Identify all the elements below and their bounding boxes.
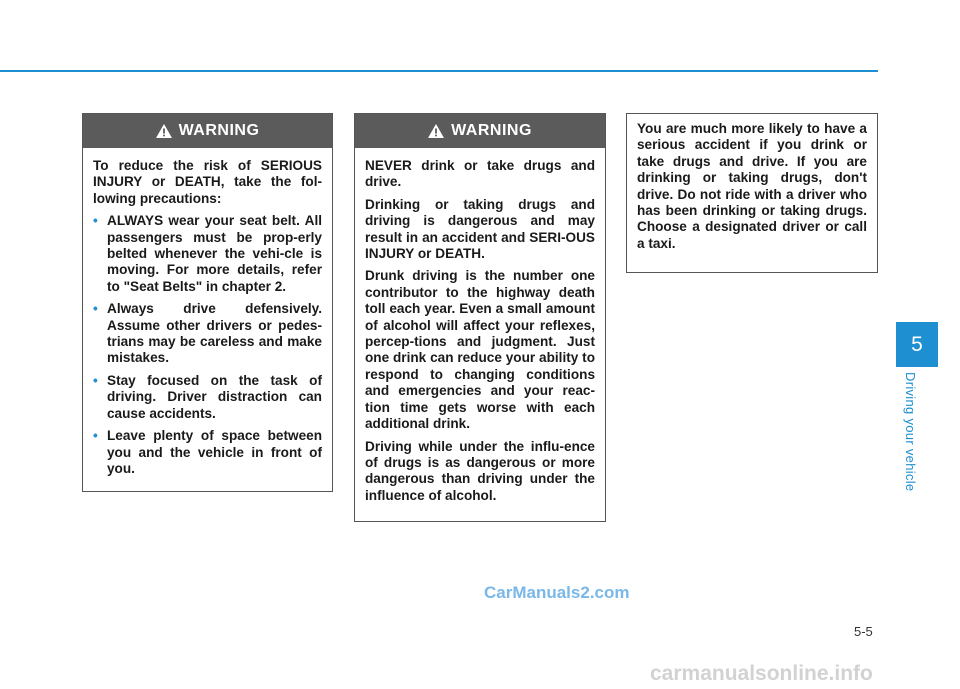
info-box-designated-driver [626, 113, 878, 273]
warning-label: WARNING [451, 122, 532, 139]
list-item: • Always drive defensively. Assume other drivers or pedes-trians may be careless and make mistakes. [93, 301, 322, 366]
paragraph: Driving while under the influ-ence of drugs is as dangerous or more dangerous than driving under the influence of alcohol. [365, 438, 595, 503]
top-rule [0, 70, 878, 72]
warning-triangle-icon [156, 124, 172, 138]
paragraph: You are much more likely to have a serious accident if you drink or take drugs and drive. If you are drinking or taking drugs, don't drive. Do not ride with a driver who has been drinking or taking drugs. Choose a designated driver or call a taxi. [637, 121, 867, 251]
warning-triangle-icon [428, 124, 444, 138]
paragraph: Drunk driving is the number one contributor to the highway death toll each year. Even a small amount of alcohol will affect your reflexes, percep-tions and judgment. Just one drink can reduce your ability to respond to changing conditions and emergencies and your reac-tion time gets worse with each additional drink. [365, 268, 595, 432]
paragraph: Drinking or taking drugs and driving is dangerous and may result in an accident and SERI-OUS INJURY or DEATH. [365, 196, 595, 262]
watermark-top: CarManuals2.com [484, 583, 630, 602]
chapter-title: Driving your vehicle [903, 372, 918, 492]
warning-label: WARNING [178, 122, 260, 139]
warning-box-drunk-driving [354, 113, 606, 522]
warning-header [355, 114, 605, 148]
warning-header [83, 114, 332, 148]
paragraph: NEVER drink or take drugs and drive. [365, 158, 595, 190]
warning-intro: To reduce the risk of SERIOUS INJURY or DEATH, take the fol-lowing precautions: [93, 158, 322, 206]
page-number: 5-5 [854, 624, 873, 639]
bullet-icon: • [93, 428, 98, 444]
watermark-bottom: carmanualsonline.info [650, 662, 873, 685]
list-item: • ALWAYS wear your seat belt. All passengers must be prop-erly belted whenever the vehi-cle is moving. For more details, refer to "Seat Belts" in chapter 2. [93, 213, 322, 294]
bullet-icon: • [93, 372, 98, 388]
bullet-icon: • [93, 301, 98, 317]
precautions-list [93, 213, 322, 477]
list-item: • Leave plenty of space between you and the vehicle in front of you. [93, 428, 322, 476]
warning-box-seatbelt [82, 113, 333, 492]
chapter-tab: 5 [896, 322, 938, 367]
list-item: • Stay focused on the task of driving. Driver distraction can cause accidents. [93, 372, 322, 421]
bullet-icon: • [93, 213, 98, 229]
